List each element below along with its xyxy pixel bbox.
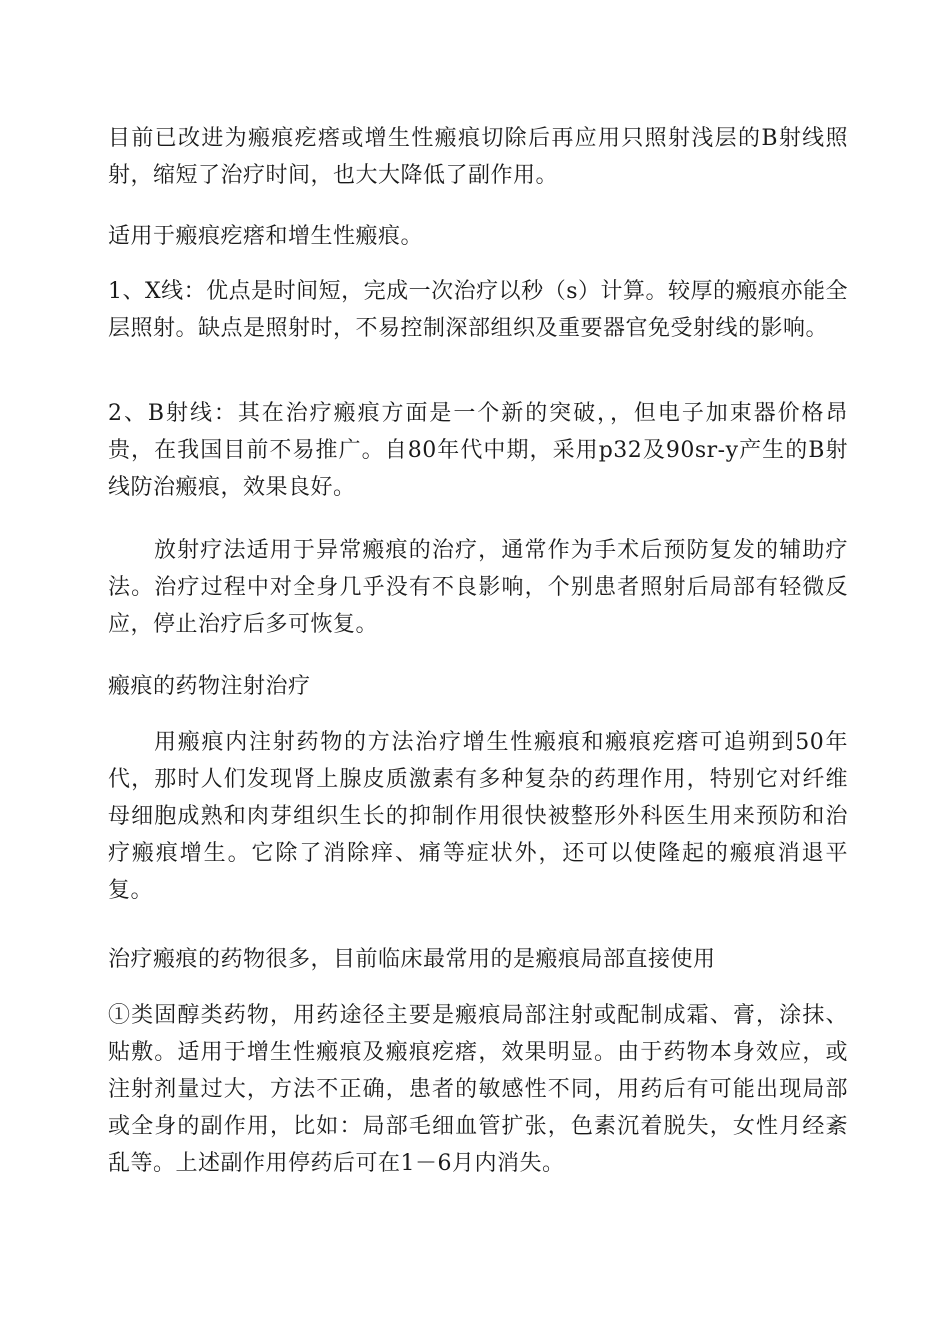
- paragraph-steroids: ①类固醇类药物，用药途径主要是瘢痕局部注射或配制成霜、膏，涂抹、贴敷。适用于增生性瘢痕及瘢痕疙瘩，效果明显。由于药物本身效应，或注射剂量过大，方法不正确，患者的敏感性不同，用药后有可能出现局部或全身的副作用，比如：局部毛细血管扩张，色素沉着脱失，女性月经紊乱等。上述副作用停药后可在1－6月内消失。: [108, 1003, 848, 1176]
- paragraph-indications: 适用于瘢痕疙瘩和增生性瘢痕。: [108, 224, 424, 249]
- paragraph-radiotherapy: 放射疗法适用于异常瘢痕的治疗，通常作为手术后预防复发的辅助疗法。治疗过程中对全身几乎没有不良影响，个别患者照射后局部有轻微反应，停止治疗后多可恢复。: [108, 538, 848, 637]
- paragraph-common-drugs: 治疗瘢痕的药物很多，目前临床最常用的是瘢痕局部直接使用: [108, 947, 716, 972]
- section-heading-drug-injection: 瘢痕的药物注射治疗: [108, 674, 311, 699]
- paragraph-injection-history: 用瘢痕内注射药物的方法治疗增生性瘢痕和瘢痕疙瘩可追朔到50年代，那时人们发现肾上腺皮质激素有多种复杂的药理作用，特别它对纤维母细胞成熟和肉芽组织生长的抑制作用很快被整形外科医生用来预防和治疗瘢痕增生。它除了消除痒、痛等症状外，还可以使隆起的瘢痕消退平复。: [108, 730, 848, 903]
- paragraph-beta-ray: 2、Β射线：其在治疗瘢痕方面是一个新的突破，，但电子加束器价格昂贵，在我国目前不易推广。自80年代中期，采用p32及90sr-y产生的Β射线防治瘢痕，效果良好。: [108, 401, 848, 500]
- paragraph-xray: 1、X线：优点是时间短，完成一次治疗以秒（s）计算。较厚的瘢痕亦能全层照射。缺点是照射时，不易控制深部组织及重要器官免受射线的影响。: [108, 279, 848, 341]
- paragraph-radiation-intro: 目前已改进为瘢痕疙瘩或增生性瘢痕切除后再应用只照射浅层的Β射线照射，缩短了治疗时间，也大大降低了副作用。: [108, 126, 848, 188]
